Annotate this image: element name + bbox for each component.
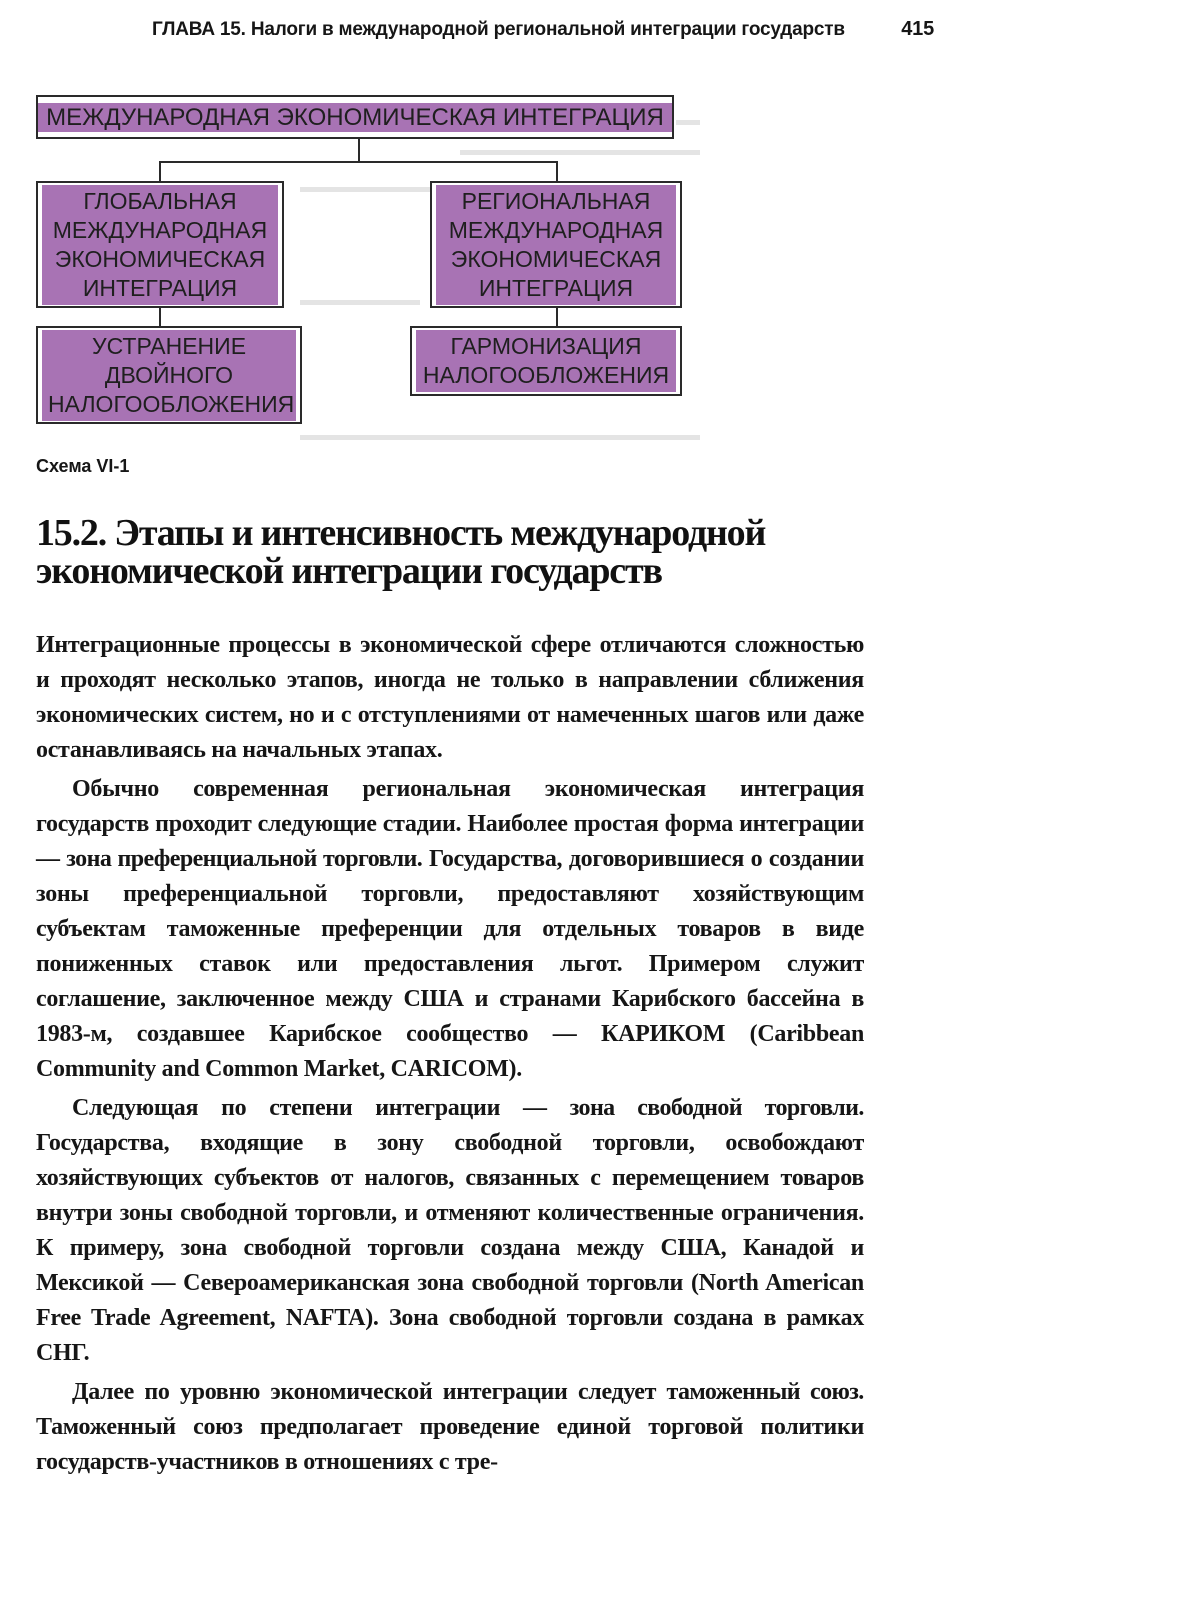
scheme-global-integration-box [36, 181, 284, 308]
connector-left-down [159, 161, 161, 181]
scheme-text-line: ЭКОНОМИЧЕСКАЯ [450, 245, 662, 272]
scheme-harmonization-box [410, 326, 682, 396]
paragraph-text: Обычно современная региональная экономическая интеграция государств проходит следующие стадии. Наиболее простая форма интеграции — [36, 776, 864, 872]
paragraph [36, 1091, 864, 1371]
paragraph [36, 628, 864, 768]
scheme-text-line: УСТРАНЕНИЕ [91, 332, 247, 359]
bleed-through-mark [300, 300, 420, 305]
body-text [36, 628, 864, 1484]
scheme-text-line: ИНТЕГРАЦИЯ [82, 274, 238, 301]
section-heading-line: экономической интеграции государств [36, 550, 662, 592]
key-term: таможенный союз [666, 1379, 859, 1405]
paragraph-text: . Таможенный союз предполагает проведение единой торговой политики государств-участников в отношениях с тре- [36, 1379, 864, 1475]
bleed-through-mark [460, 150, 700, 155]
paragraph-text: . Государства, договорившиеся о создании зоны преференциальной торговли, предоставляют хозяйствующим субъектам таможенные преференции для отдельных товаров в виде пониженных ставок или предоставления льгот. Примером служит соглашение, заключенное между США и странами Карибского бассейна в 1983-м, создавшее Карибское сообщество — КАРИКОМ (Caribbean Community and Common Market, CARICOM). [36, 846, 864, 1082]
scheme-text-line: ИНТЕГРАЦИЯ [478, 274, 634, 301]
paragraph [36, 772, 864, 1087]
page-number: 415 [901, 18, 934, 40]
scheme-global-label [42, 185, 278, 305]
scheme-text-line: ГАРМОНИЗАЦИЯ [450, 333, 642, 359]
paragraph-text: Следующая по степени интеграции — [72, 1095, 570, 1121]
scheme-text-line: РЕГИОНАЛЬНАЯ [461, 187, 651, 214]
scheme-double-taxation-box [36, 326, 302, 424]
paragraph-text: Интеграционные процессы в экономической сфере отличаются сложностью и проходят несколько этапов, иногда не только в направлении сближения экономических систем, но и с отступлениями от намеченных шагов или даже останавливаясь на начальных этапах. [36, 632, 864, 763]
connector-right-result [556, 308, 558, 326]
paragraph-text: . Государства, входящие в зону свободной торговли, освобождают хозяйствующих субъектов от налогов, связанных с перемещением товаров внутри зоны свободной торговли, и отменяют количественные ограничения. К примеру, зона свободной торговли создана между США, Канадой и Мексикой — Североамериканская зона свободной торговли (North American Free Trade Agreement, NAFTA). Зона свободной торговли создана в рамках СНГ. [36, 1095, 865, 1366]
key-term: зона преференциальной торговли [66, 846, 417, 872]
connector-left-result [159, 308, 161, 326]
scheme-regional-label [436, 185, 676, 305]
bleed-through-mark [676, 120, 700, 125]
section-heading-line: 15.2. Этапы и интенсивность международной [36, 512, 766, 554]
scheme-text-line: ДВОЙНОГО [104, 361, 234, 388]
key-term: зона свободной торговли [569, 1095, 859, 1121]
paragraph-text: Далее по уровню экономической интеграции следует [72, 1379, 667, 1405]
paragraph [36, 1375, 864, 1480]
scheme-regional-integration-box [430, 181, 682, 308]
scheme-harmonization-label [416, 330, 676, 392]
scheme-text-line: НАЛОГООБЛОЖЕНИЯ [422, 362, 670, 388]
connector-horizontal [159, 161, 558, 163]
scheme-text-line: ЭКОНОМИЧЕСКАЯ [54, 245, 266, 272]
bleed-through-mark [300, 435, 700, 440]
scheme-text-line: ГЛОБАЛЬНАЯ [83, 187, 237, 214]
scheme-double-taxation-label [42, 330, 296, 421]
bleed-through-mark [300, 187, 430, 192]
section-heading [36, 514, 876, 590]
scheme-root-box [36, 95, 674, 139]
integration-scheme [0, 0, 720, 450]
scheme-root-label: МЕЖДУНАРОДНАЯ ЭКОНОМИЧЕСКАЯ ИНТЕГРАЦИЯ [38, 103, 672, 132]
chapter-title: ГЛАВА 15. Налоги в международной региональной интеграции государств [152, 19, 845, 40]
scheme-text-line: МЕЖДУНАРОДНАЯ [448, 216, 664, 243]
scheme-text-line: НАЛОГООБЛОЖЕНИЯ [48, 390, 295, 417]
connector-right-down [556, 161, 558, 181]
connector-root-down [358, 139, 360, 163]
scheme-text-line: МЕЖДУНАРОДНАЯ [52, 216, 268, 243]
scheme-caption: Схема VI-1 [36, 456, 130, 476]
